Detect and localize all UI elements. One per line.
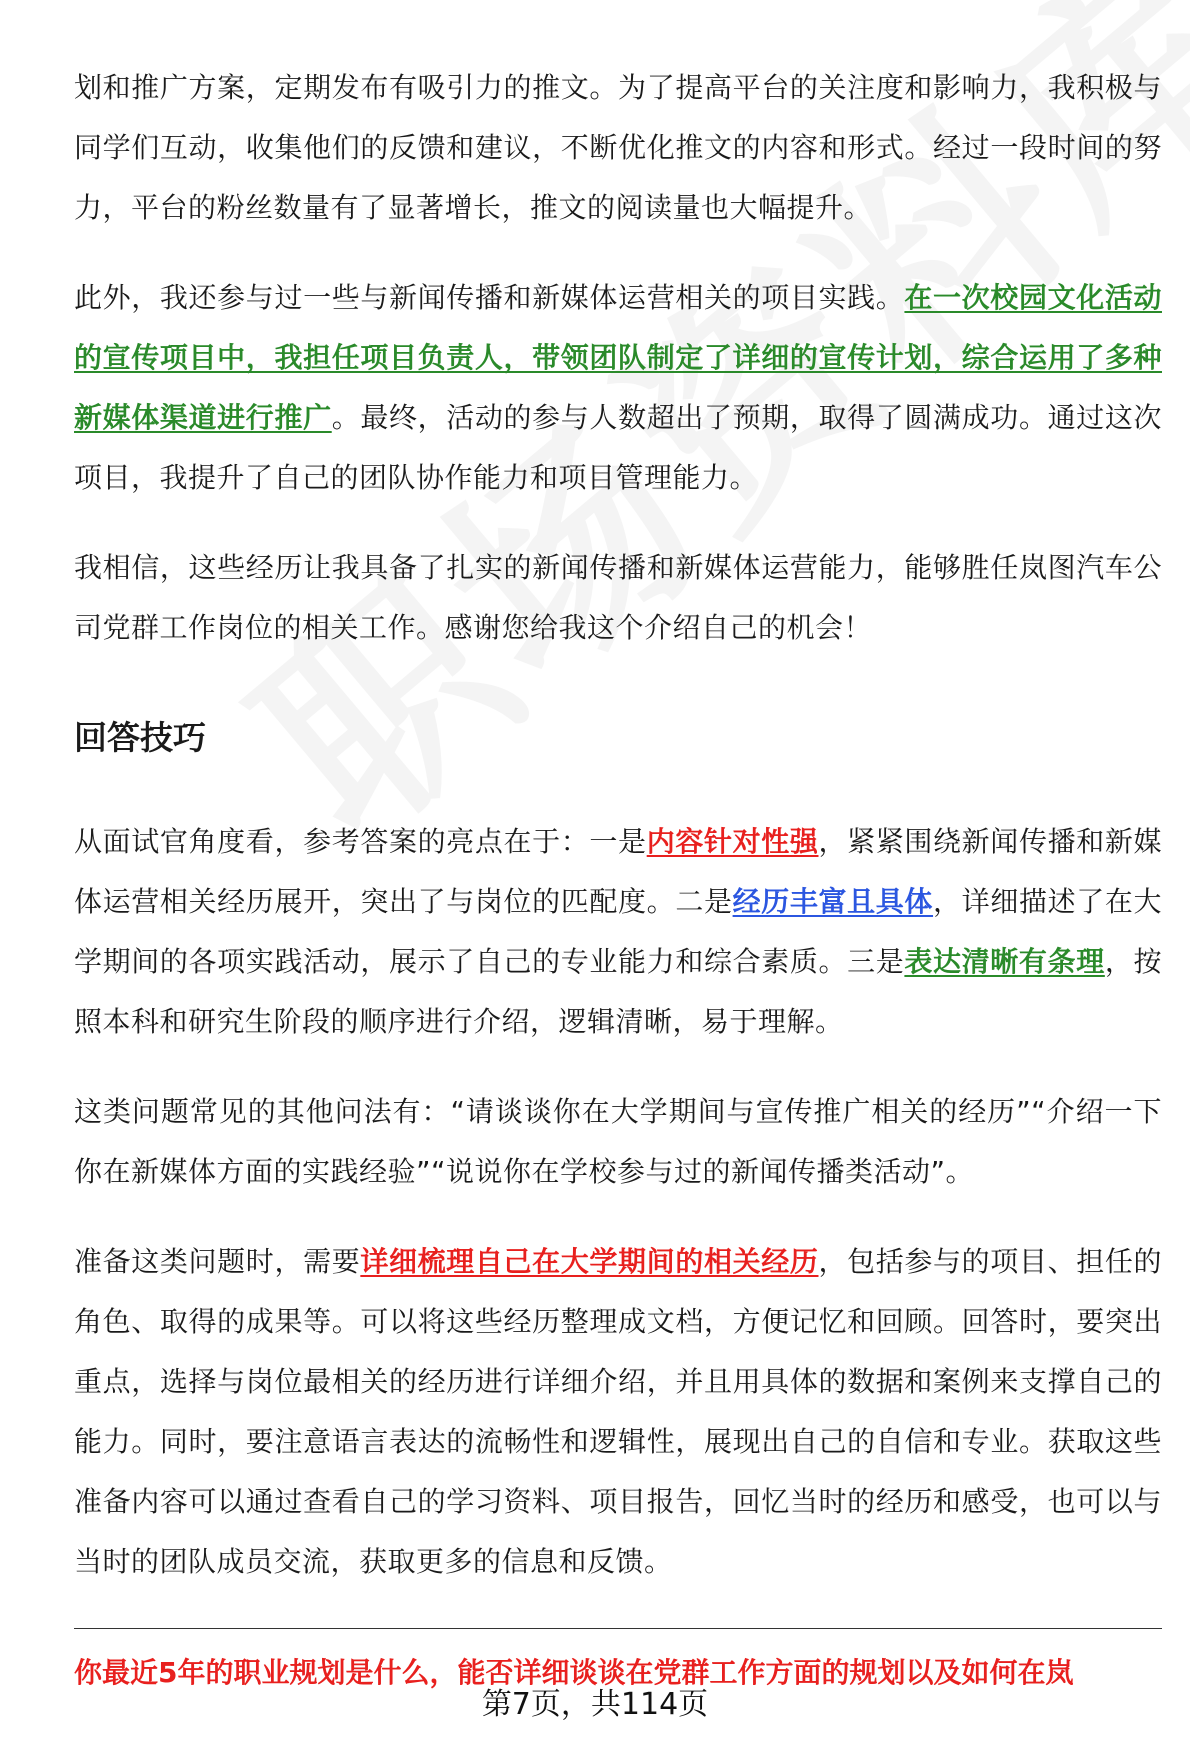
paragraph-text: ，按照本科和研究生阶段的顺序进行介绍，逻辑清晰，易于理解。 bbox=[74, 945, 1162, 1038]
paragraph-text: ，详细描述了在大学期间的各项实践活动，展示了自己的专业能力和综合素质。三是 bbox=[74, 885, 1162, 978]
paragraph-alternative-questions: 这类问题常见的其他问法有：“请谈谈你在大学期间与宣传推广相关的经历”“介绍一下你在新媒体方面的实践经验”“说说你在学校参与过的新闻传播类活动”。 bbox=[74, 1095, 1162, 1188]
paragraph-interviewer-view bbox=[74, 812, 1162, 1052]
paragraph-text: ，紧紧围绕新闻传播和新媒体运营相关经历展开，突出了与岗位的匹配度。二是 bbox=[74, 825, 1162, 918]
highlight-targeted-content: 内容针对性强 bbox=[646, 825, 819, 858]
section-heading: 回答技巧 bbox=[74, 718, 206, 757]
paragraph-text: ，包括参与的项目、担任的角色、取得的成果等。可以将这些经历整理成文档，方便记忆和回顾。回答时，要突出重点，选择与岗位最相关的经历进行详细介绍，并且用具体的数据和案例来支撑自己的能力。同时，要注意语言表达的流畅性和逻辑性，展现出自己的自信和专业。获取这些准备内容可以通过查看自己的学习资料、项目报告，回忆当时的经历和感受，也可以与当时的团队成员交流，获取更多的信息和反馈。 bbox=[74, 1245, 1162, 1578]
paragraph-text: 。最终，活动的参与人数超出了预期，取得了圆满成功。通过这次项目，我提升了自己的团队协作能力和项目管理能力。 bbox=[74, 401, 1162, 494]
highlight-clear-expression: 表达清晰有条理 bbox=[904, 945, 1105, 978]
paragraph-preparation-tips bbox=[74, 1232, 1162, 1592]
paragraph-text: 此外，我还参与过一些与新闻传播和新媒体运营相关的项目实践。 bbox=[74, 281, 905, 314]
document-body bbox=[74, 58, 1162, 1592]
highlight-campus-project: 在一次校园文化活动的宣传项目中，我担任项目负责人，带领团队制定了详细的宣传计划，综合运用了多种新媒体渠道进行推广 bbox=[74, 281, 1162, 434]
highlight-rich-experience: 经历丰富且具体 bbox=[732, 885, 934, 918]
paragraph-project-practice bbox=[74, 268, 1162, 508]
paragraph-text: 从面试官角度看，参考答案的亮点在于：一是 bbox=[74, 825, 647, 858]
divider bbox=[74, 1628, 1162, 1629]
paragraph-conclusion: 我相信，这些经历让我具备了扎实的新闻传播和新媒体运营能力，能够胜任岚图汽车公司党群工作岗位的相关工作。感谢您给我这个介绍自己的机会！ bbox=[74, 551, 1162, 644]
page-number: 第7页，共114页 bbox=[481, 1687, 709, 1722]
next-question-heading: 你最近5年的职业规划是什么，能否详细谈谈在党群工作方面的规划以及如何在岚 bbox=[74, 1656, 1074, 1689]
paragraph-promotion-plan: 划和推广方案，定期发布有吸引力的推文。为了提高平台的关注度和影响力，我积极与同学们互动，收集他们的反馈和建议，不断优化推文的内容和形式。经过一段时间的努力，平台的粉丝数量有了显著增长，推文的阅读量也大幅提升。 bbox=[74, 71, 1162, 224]
paragraph-text: 准备这类问题时，需要 bbox=[74, 1245, 361, 1278]
highlight-review-experience: 详细梳理自己在大学期间的相关经历 bbox=[360, 1245, 819, 1278]
